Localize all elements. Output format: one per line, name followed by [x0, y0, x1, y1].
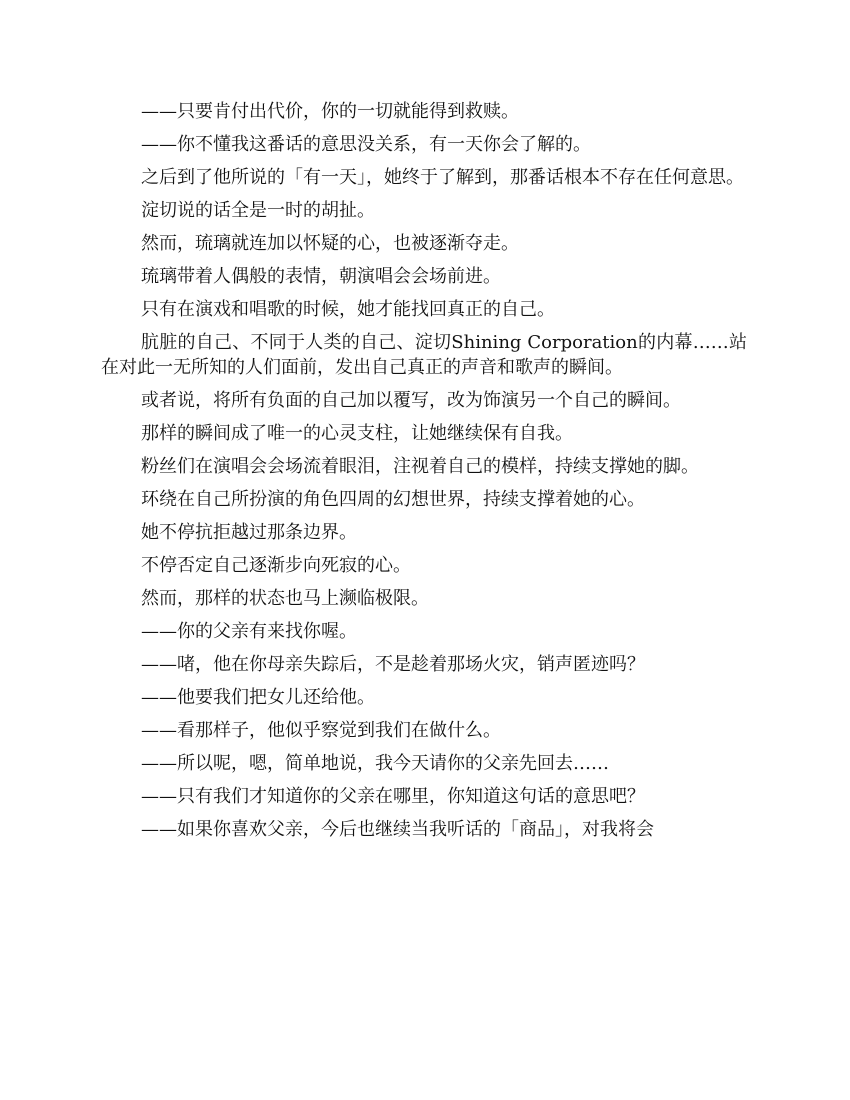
document-body [101, 99, 747, 850]
paragraph: 那样的瞬间成了唯一的心灵支柱，让她继续保有自我。 [141, 423, 573, 444]
paragraph: 肮脏的自己、不同于人类的自己、淀切Shining Corporation的内幕……站在对此一无所知的人们面前，发出自己真正的声音和歌声的瞬间。 [101, 332, 747, 378]
paragraph: 淀切说的话全是一时的胡扯。 [141, 200, 375, 221]
paragraph: ——啫，他在你母亲失踪后，不是趁着那场火灾，销声匿迹吗？ [141, 654, 645, 675]
paragraph: 然而，那样的状态也马上濒临极限。 [141, 588, 429, 609]
paragraph: 粉丝们在演唱会会场流着眼泪，注视着自己的模样，持续支撑她的脚。 [141, 456, 699, 477]
paragraph: 只有在演戏和唱歌的时候，她才能找回真正的自己。 [141, 299, 555, 320]
paragraph: 她不停抗拒越过那条边界。 [141, 522, 357, 543]
paragraph: ——如果你喜欢父亲，今后也继续当我听话的「商品」，对我将会 [141, 819, 654, 840]
paragraph: ——只要肯付出代价，你的一切就能得到救赎。 [141, 101, 519, 122]
paragraph: 之后到了他所说的「有一天」，她终于了解到，那番话根本不存在任何意思。 [141, 167, 744, 188]
paragraph: 然而，琉璃就连加以怀疑的心，也被逐渐夺走。 [141, 233, 519, 254]
paragraph: ——只有我们才知道你的父亲在哪里，你知道这句话的意思吧？ [141, 786, 645, 807]
paragraph: ——所以呢，嗯，简单地说，我今天请你的父亲先回去…… [141, 753, 609, 774]
paragraph: 不停否定自己逐渐步向死寂的心。 [141, 555, 411, 576]
paragraph: ——他要我们把女儿还给他。 [141, 687, 375, 708]
paragraph: 环绕在自己所扮演的角色四周的幻想世界，持续支撑着她的心。 [141, 489, 645, 510]
paragraph: 琉璃带着人偶般的表情，朝演唱会会场前进。 [141, 266, 501, 287]
paragraph: ——看那样子，他似乎察觉到我们在做什么。 [141, 720, 501, 741]
paragraph: 或者说，将所有负面的自己加以覆写，改为饰演另一个自己的瞬间。 [141, 390, 681, 411]
paragraph: ——你不懂我这番话的意思没关系，有一天你会了解的。 [141, 134, 591, 155]
paragraph: ——你的父亲有来找你喔。 [141, 621, 357, 642]
